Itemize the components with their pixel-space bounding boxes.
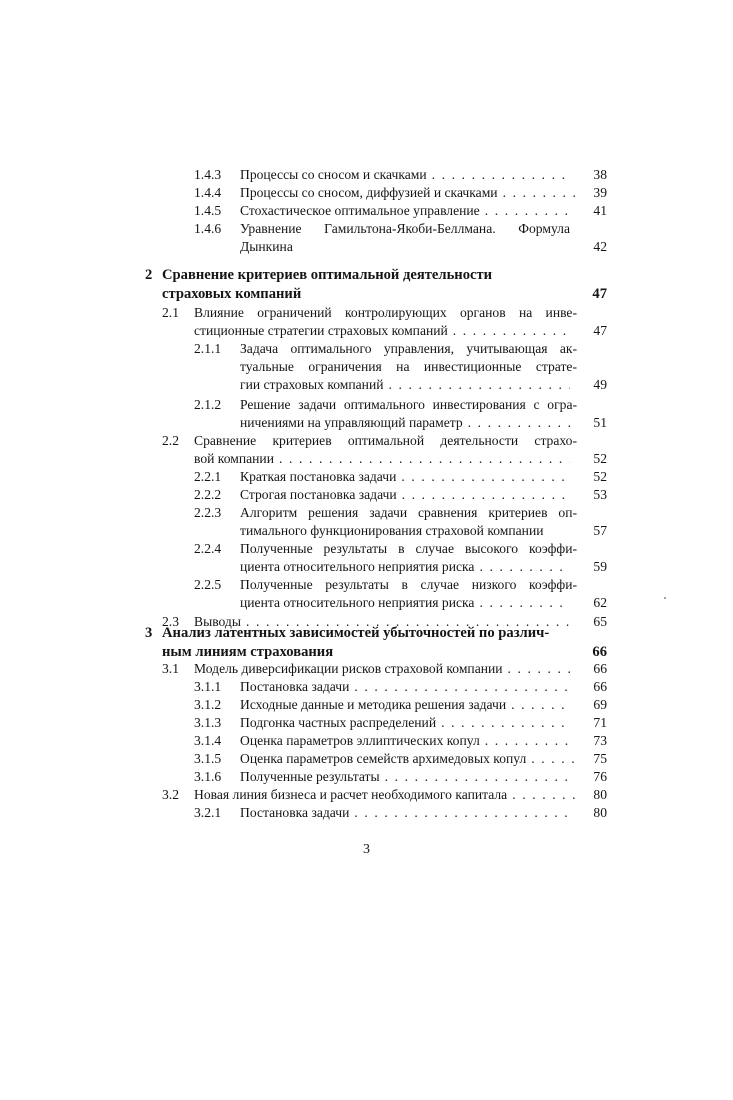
entry-page: 73 <box>593 733 607 748</box>
entry-title-line: Уравнение Гамильтона-Якоби-Беллмана. Формула <box>240 221 570 236</box>
entry-number: 1.4.4 <box>194 185 222 200</box>
entry-title: Стохастическое оптимальное управление . . . <box>240 201 570 220</box>
toc-chapter-continuation <box>0 285 733 304</box>
entry-number: 1.4.5 <box>194 203 222 218</box>
entry-title: Модель диверсификации рисков страховой компании . . . <box>194 659 570 678</box>
toc-entry <box>0 201 733 220</box>
entry-page: 41 <box>593 203 607 218</box>
toc-section <box>0 431 733 450</box>
toc-entry-continuation <box>0 557 733 576</box>
entry-title: Полученные результаты . . . <box>240 767 570 786</box>
entry-number: 3.2 <box>162 787 179 802</box>
toc-section <box>0 785 733 804</box>
chapter-number: 3 <box>145 625 153 641</box>
entry-page: 69 <box>593 697 607 712</box>
toc-chapter <box>0 266 733 285</box>
entry-page: 38 <box>593 167 607 182</box>
entry-page: 47 <box>593 323 607 338</box>
toc-entry <box>0 713 733 732</box>
entry-title: Постановка задачи . . . <box>240 677 570 696</box>
entry-title: Новая линия бизнеса и расчет необходимого капитала . . . <box>194 785 580 804</box>
entry-title-line: Задача оптимального управления, учитывающая ак- <box>240 341 577 356</box>
entry-page: 66 <box>593 679 607 694</box>
toc-entry <box>0 749 733 768</box>
entry-page: 76 <box>593 769 607 784</box>
toc-entry <box>0 575 733 594</box>
toc-entry-continuation <box>0 521 733 540</box>
toc-section <box>0 659 733 678</box>
toc-entry-continuation <box>0 357 733 376</box>
chapter-number: 2 <box>145 267 153 283</box>
toc-entry <box>0 803 733 822</box>
entry-number: 2.2.5 <box>194 577 222 592</box>
entry-title-line: гии страховых компаний . . . <box>240 375 570 394</box>
entry-title: Исходные данные и методика решения задачи . . . <box>240 695 570 714</box>
toc-entry <box>0 539 733 558</box>
entry-title-line: Алгоритм решения задачи сравнения критериев оп- <box>240 505 577 520</box>
entry-page: 53 <box>593 487 607 502</box>
entry-page: 75 <box>593 751 607 766</box>
entry-title-line: Влияние ограничений контролирующих органов на инве- <box>194 305 577 320</box>
chapter-title-line: Анализ латентных зависимостей убыточностей по различ- <box>162 625 550 641</box>
chapter-page: 66 <box>592 644 607 660</box>
entry-number: 1.4.3 <box>194 167 222 182</box>
page-number: 3 <box>363 842 370 857</box>
entry-number: 2.2.2 <box>194 487 222 502</box>
entry-title-line: Решение задачи оптимального инвестирования с огра- <box>240 397 577 412</box>
entry-number: 2.1.1 <box>194 341 222 356</box>
entry-title-line: вой компании . . . <box>194 449 570 468</box>
entry-number: 2.1.2 <box>194 397 222 412</box>
toc-entry <box>0 339 733 358</box>
chapter-title-line: страховых компаний <box>162 286 302 302</box>
entry-title: Выводы . . . <box>194 612 570 631</box>
entry-title-line: туальные ограничения на инвестиционные страте- <box>240 359 577 374</box>
toc-entry <box>0 485 733 504</box>
entry-title: Процессы со сносом и скачками . . . <box>240 165 570 184</box>
toc-entry <box>0 695 733 714</box>
toc-entry <box>0 503 733 522</box>
entry-title-line: циента относительного неприятия риска . . . <box>240 557 570 576</box>
entry-number: 3.1.6 <box>194 769 222 784</box>
toc-entry <box>0 767 733 786</box>
entry-page: 59 <box>593 559 607 574</box>
entry-number: 3.1.1 <box>194 679 222 694</box>
toc-entry-continuation <box>0 237 733 256</box>
entry-title: Постановка задачи . . . <box>240 803 570 822</box>
entry-page: 52 <box>593 451 607 466</box>
entry-page: 71 <box>593 715 607 730</box>
chapter-title-line: ным линиям страхования <box>162 644 334 660</box>
entry-title: Краткая постановка задачи . . . <box>240 467 570 486</box>
entry-title-line: Сравнение критериев оптимальной деятельности страхо- <box>194 433 577 448</box>
toc-chapter <box>0 624 733 643</box>
entry-page: 51 <box>593 415 607 430</box>
entry-number: 2.2.1 <box>194 469 222 484</box>
entry-number: 3.1.2 <box>194 697 222 712</box>
entry-title: Оценка параметров эллиптических копул . . . <box>240 731 570 750</box>
entry-title: Оценка параметров семейств архимедовых копул . . . <box>240 749 580 768</box>
toc-entry-continuation <box>0 413 733 432</box>
entry-title-line: Полученные результаты в случае низкого коэффи- <box>240 577 577 592</box>
toc-entry <box>0 165 733 184</box>
entry-number: 2.3 <box>162 614 179 629</box>
entry-title-line: циента относительного неприятия риска . . . <box>240 593 570 612</box>
scan-speck <box>664 597 666 599</box>
entry-number: 1.4.6 <box>194 221 222 236</box>
entry-number: 2.2.3 <box>194 505 222 520</box>
toc-entry <box>0 731 733 750</box>
entry-title: Процессы со сносом, диффузией и скачками . . . <box>240 183 580 202</box>
entry-page: 52 <box>593 469 607 484</box>
entry-page: 80 <box>593 787 607 802</box>
toc-entry-continuation <box>0 375 733 394</box>
chapter-title-line: Сравнение критериев оптимальной деятельности <box>162 267 493 283</box>
entry-number: 3.1 <box>162 661 179 676</box>
entry-title-line: Полученные результаты в случае высокого коэффи- <box>240 541 577 556</box>
entry-page: 49 <box>593 377 607 392</box>
toc-entry <box>0 183 733 202</box>
toc-entry-continuation <box>0 593 733 612</box>
entry-title-line: Дынкина <box>240 239 293 254</box>
entry-page: 65 <box>593 614 607 629</box>
toc-entry <box>0 467 733 486</box>
toc-section-continuation <box>0 321 733 340</box>
entry-page: 80 <box>593 805 607 820</box>
entry-title: Строгая постановка задачи . . . <box>240 485 570 504</box>
toc-entry <box>0 677 733 696</box>
chapter-page: 47 <box>592 286 607 302</box>
entry-title-line: ничениями на управляющий параметр . . . <box>240 413 570 432</box>
entry-number: 2.2.4 <box>194 541 222 556</box>
entry-page: 66 <box>593 661 607 676</box>
toc-entry <box>0 395 733 414</box>
toc-entry <box>0 219 733 238</box>
entry-title: Подгонка частных распределений . . . <box>240 713 570 732</box>
entry-page: 39 <box>593 185 607 200</box>
entry-title-line: стиционные стратегии страховых компаний . . . <box>194 321 570 340</box>
entry-title-line: тимального функционирования страховой компании <box>240 523 544 538</box>
entry-number: 2.1 <box>162 305 179 320</box>
toc-section <box>0 303 733 322</box>
entry-number: 2.2 <box>162 433 179 448</box>
entry-number: 3.1.3 <box>194 715 222 730</box>
entry-number: 3.1.4 <box>194 733 222 748</box>
toc-section-continuation <box>0 449 733 468</box>
entry-number: 3.2.1 <box>194 805 222 820</box>
entry-page: 62 <box>593 595 607 610</box>
entry-number: 3.1.5 <box>194 751 222 766</box>
entry-page: 42 <box>593 239 607 254</box>
entry-page: 57 <box>593 523 607 538</box>
